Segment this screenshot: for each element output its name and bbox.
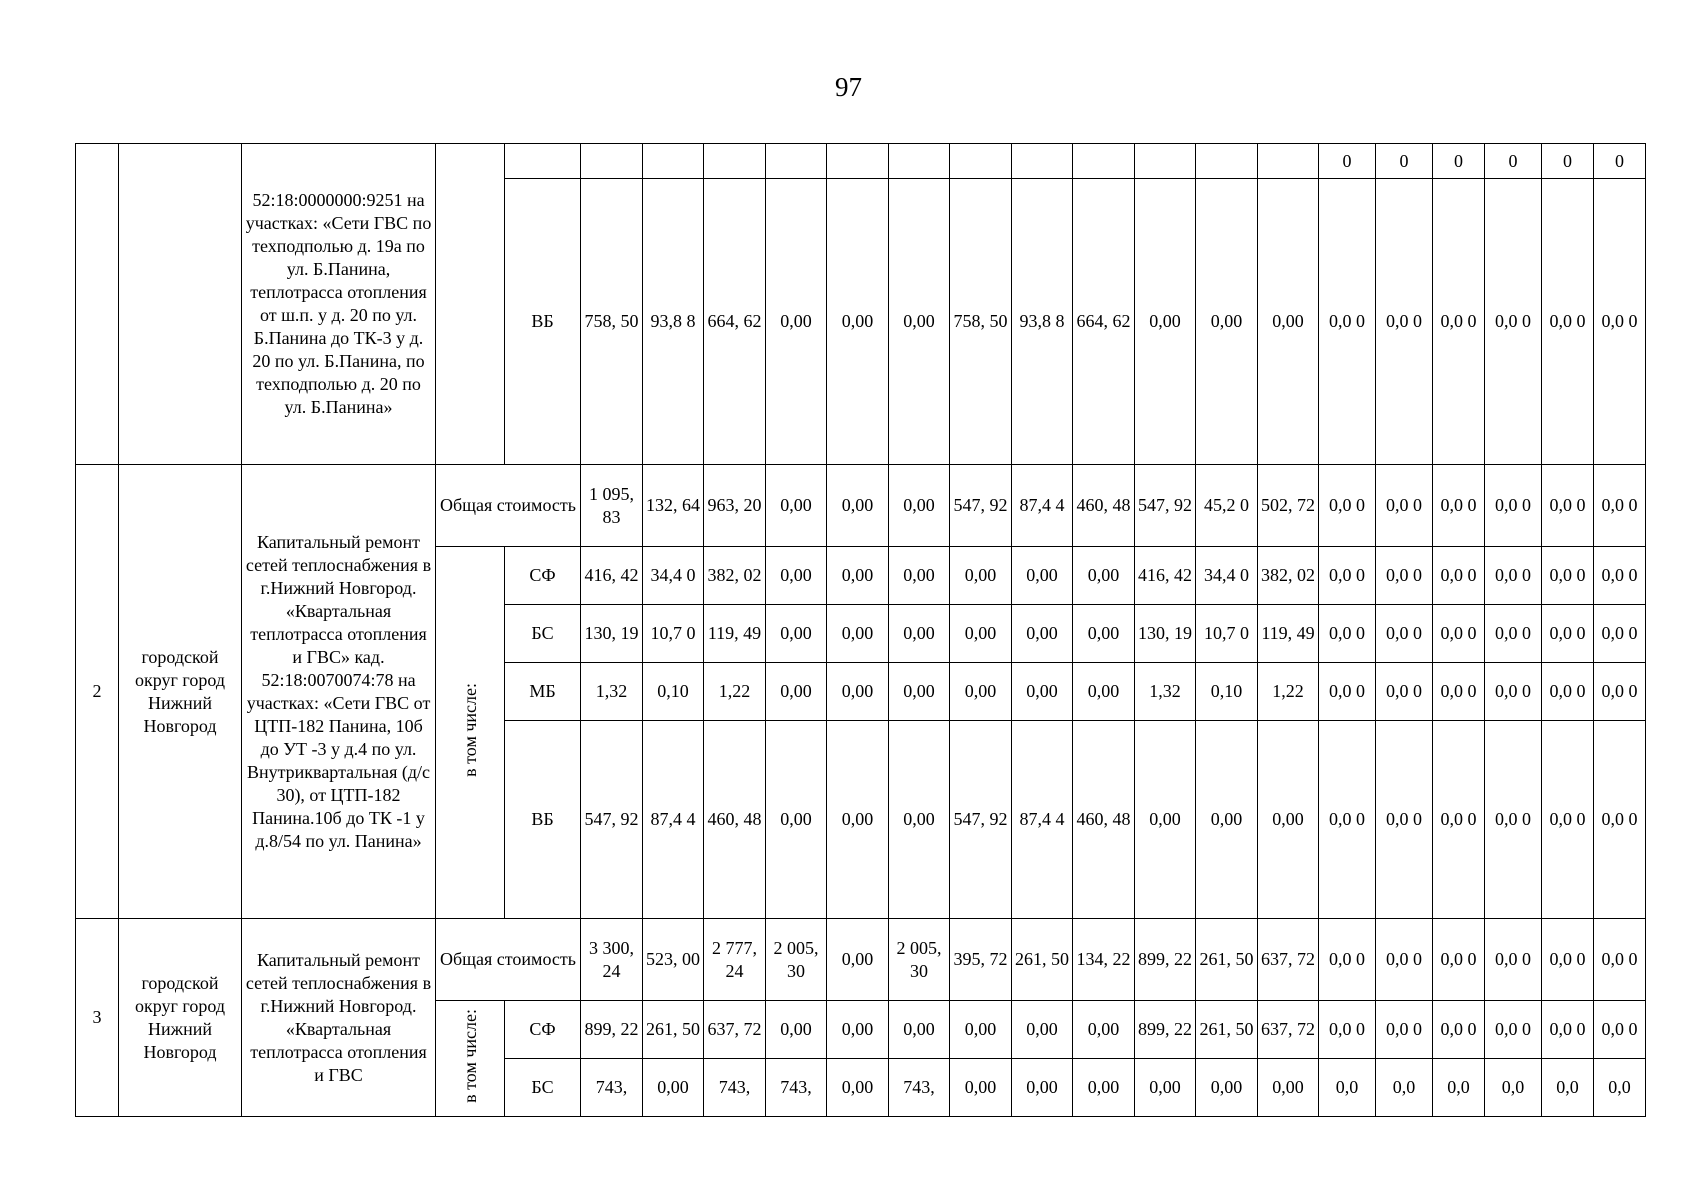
- value-cell: 547, 92: [581, 721, 643, 919]
- value-cell: 0,00: [827, 1059, 889, 1117]
- empty-cell: [1196, 144, 1258, 179]
- value-cell: 743,: [704, 1059, 766, 1117]
- source-label-cell: МБ: [505, 663, 581, 721]
- value-cell: 0,00: [1012, 1059, 1073, 1117]
- value-cell: 0,00: [889, 465, 950, 547]
- value-cell: 0,00: [827, 1001, 889, 1059]
- value-cell: 0,0 0: [1376, 1001, 1433, 1059]
- financing-table: [75, 143, 1646, 1117]
- empty-cell: [889, 144, 950, 179]
- value-cell: 87,4 4: [1012, 721, 1073, 919]
- value-cell: 0,0 0: [1542, 919, 1594, 1001]
- value-cell: 963, 20: [704, 465, 766, 547]
- value-cell: 0,0 0: [1376, 605, 1433, 663]
- value-cell: 0,0 0: [1319, 721, 1376, 919]
- value-cell: 0,00: [766, 547, 827, 605]
- value-cell: 0,0: [1542, 1059, 1594, 1117]
- value-cell: 0,0 0: [1485, 465, 1542, 547]
- value-cell: 416, 42: [1135, 547, 1196, 605]
- value-cell: 0,00: [1012, 547, 1073, 605]
- value-cell: 547, 92: [1135, 465, 1196, 547]
- value-cell: 0,0 0: [1433, 1001, 1485, 1059]
- value-cell: 0,0 0: [1376, 547, 1433, 605]
- value-cell: 0,00: [827, 605, 889, 663]
- total-cost-label: Общая стоимость: [436, 919, 581, 1001]
- value-cell: 0,00: [889, 547, 950, 605]
- value-cell: 0,00: [1135, 1059, 1196, 1117]
- value-cell: 1 095, 83: [581, 465, 643, 547]
- value-cell: 0,0 0: [1319, 465, 1376, 547]
- value-cell: 0,00: [1073, 547, 1135, 605]
- table-row-r3-total: [76, 919, 1646, 1001]
- value-cell: 0,00: [643, 1059, 704, 1117]
- value-cell: 2 005, 30: [766, 919, 827, 1001]
- value-cell: 0,0 0: [1319, 547, 1376, 605]
- value-cell: 261, 50: [1196, 919, 1258, 1001]
- value-cell: 0,00: [766, 721, 827, 919]
- value-cell: 523, 00: [643, 919, 704, 1001]
- value-cell: 0,00: [889, 179, 950, 465]
- empty-cell: [581, 144, 643, 179]
- empty-cell: [1012, 144, 1073, 179]
- value-cell: 0,0 0: [1319, 179, 1376, 465]
- value-cell: 0,00: [1135, 721, 1196, 919]
- value-cell: 0,0: [1319, 1059, 1376, 1117]
- value-cell: 0,00: [1012, 663, 1073, 721]
- value-cell: 119, 49: [704, 605, 766, 663]
- value-cell: 0,0 0: [1485, 721, 1542, 919]
- value-cell: 0,0 0: [1542, 1001, 1594, 1059]
- value-cell: 0,00: [1135, 179, 1196, 465]
- value-cell: 460, 48: [704, 721, 766, 919]
- value-cell: 0,00: [766, 465, 827, 547]
- value-cell: 45,2 0: [1196, 465, 1258, 547]
- value-cell: 0,0 0: [1433, 465, 1485, 547]
- value-cell: 0: [1433, 144, 1485, 179]
- value-cell: 0,0: [1433, 1059, 1485, 1117]
- value-cell: 0,0 0: [1542, 179, 1594, 465]
- value-cell: 0,0: [1485, 1059, 1542, 1117]
- value-cell: 0,0 0: [1319, 919, 1376, 1001]
- value-cell: 1,22: [1258, 663, 1319, 721]
- value-cell: 460, 48: [1073, 465, 1135, 547]
- value-cell: 0,0 0: [1542, 465, 1594, 547]
- value-cell: 0,00: [766, 1001, 827, 1059]
- value-cell: 132, 64: [643, 465, 704, 547]
- value-cell: 0,0 0: [1433, 663, 1485, 721]
- total-cost-label: Общая стоимость: [436, 465, 581, 547]
- value-cell: 0,00: [950, 663, 1012, 721]
- value-cell: 0,10: [643, 663, 704, 721]
- value-cell: 0,00: [1073, 1001, 1135, 1059]
- value-cell: 0,00: [950, 605, 1012, 663]
- value-cell: 0,00: [766, 605, 827, 663]
- value-cell: 261, 50: [1012, 919, 1073, 1001]
- value-cell: 34,4 0: [643, 547, 704, 605]
- value-cell: 0,0 0: [1594, 179, 1646, 465]
- value-cell: 87,4 4: [643, 721, 704, 919]
- municipality-cell: городской округ город Нижний Новгород: [119, 919, 242, 1117]
- value-cell: 0,0 0: [1376, 721, 1433, 919]
- value-cell: 0,0 0: [1485, 179, 1542, 465]
- value-cell: 0,00: [1196, 721, 1258, 919]
- item-number-cell: 2: [76, 465, 119, 919]
- item-number-cell: [76, 144, 119, 465]
- value-cell: 0,0: [1376, 1059, 1433, 1117]
- value-cell: 0,10: [1196, 663, 1258, 721]
- value-cell: 637, 72: [1258, 919, 1319, 1001]
- value-cell: 0,0 0: [1319, 1001, 1376, 1059]
- value-cell: 130, 19: [581, 605, 643, 663]
- value-cell: 758, 50: [950, 179, 1012, 465]
- value-cell: 0: [1542, 144, 1594, 179]
- value-cell: 547, 92: [950, 721, 1012, 919]
- value-cell: 664, 62: [704, 179, 766, 465]
- value-cell: 0,00: [889, 1001, 950, 1059]
- vertical-label: в том числе:: [459, 682, 480, 777]
- value-cell: 0,00: [827, 663, 889, 721]
- value-cell: 0: [1376, 144, 1433, 179]
- value-cell: 0,0 0: [1594, 919, 1646, 1001]
- empty-cell: [704, 144, 766, 179]
- value-cell: 0,0 0: [1542, 605, 1594, 663]
- value-cell: 382, 02: [704, 547, 766, 605]
- empty-cell: [1258, 144, 1319, 179]
- value-cell: 0,0 0: [1594, 547, 1646, 605]
- value-cell: 395, 72: [950, 919, 1012, 1001]
- value-cell: 93,8 8: [643, 179, 704, 465]
- value-cell: 0,0 0: [1485, 547, 1542, 605]
- value-cell: 0,00: [1196, 1059, 1258, 1117]
- including-label: [436, 1001, 505, 1117]
- value-cell: 899, 22: [1135, 919, 1196, 1001]
- item-number-cell: 3: [76, 919, 119, 1117]
- value-cell: 0,0 0: [1319, 663, 1376, 721]
- value-cell: 0,0 0: [1433, 605, 1485, 663]
- value-cell: 0,0 0: [1376, 663, 1433, 721]
- value-cell: 0,0 0: [1376, 919, 1433, 1001]
- value-cell: 0,0 0: [1542, 547, 1594, 605]
- value-cell: 134, 22: [1073, 919, 1135, 1001]
- municipality-cell: городской округ город Нижний Новгород: [119, 465, 242, 919]
- source-label-cell: СФ: [505, 547, 581, 605]
- value-cell: 382, 02: [1258, 547, 1319, 605]
- including-label: [436, 547, 505, 919]
- value-cell: 261, 50: [1196, 1001, 1258, 1059]
- page-number: 97: [835, 72, 862, 102]
- value-cell: 0,0 0: [1594, 465, 1646, 547]
- value-cell: 0,0 0: [1433, 721, 1485, 919]
- value-cell: 547, 92: [950, 465, 1012, 547]
- value-cell: 34,4 0: [1196, 547, 1258, 605]
- value-cell: 664, 62: [1073, 179, 1135, 465]
- funding-group-cell: [436, 144, 505, 465]
- value-cell: 0,0 0: [1376, 179, 1433, 465]
- empty-cell: [950, 144, 1012, 179]
- object-description-cell: Капитальный ремонт сетей теплоснабжения в г.Нижний Новгород. «Квартальная теплотрасса отопления и ГВС: [242, 919, 436, 1117]
- value-cell: 0,0 0: [1485, 663, 1542, 721]
- value-cell: 758, 50: [581, 179, 643, 465]
- value-cell: 0: [1485, 144, 1542, 179]
- value-cell: 0,00: [1073, 1059, 1135, 1117]
- value-cell: 0,00: [827, 721, 889, 919]
- value-cell: 502, 72: [1258, 465, 1319, 547]
- value-cell: 0,0 0: [1594, 663, 1646, 721]
- value-cell: 2 005, 30: [889, 919, 950, 1001]
- vertical-label: в том числе:: [459, 1008, 480, 1103]
- value-cell: 0,00: [1012, 605, 1073, 663]
- value-cell: 0,00: [827, 179, 889, 465]
- value-cell: 637, 72: [1258, 1001, 1319, 1059]
- value-cell: 0: [1319, 144, 1376, 179]
- value-cell: 0,0 0: [1433, 919, 1485, 1001]
- value-cell: 0,00: [827, 919, 889, 1001]
- value-cell: 0,00: [1012, 1001, 1073, 1059]
- value-cell: 0,0 0: [1594, 1001, 1646, 1059]
- value-cell: 10,7 0: [1196, 605, 1258, 663]
- value-cell: 1,32: [581, 663, 643, 721]
- value-cell: 899, 22: [581, 1001, 643, 1059]
- value-cell: 743,: [889, 1059, 950, 1117]
- value-cell: 0,00: [889, 663, 950, 721]
- source-label-cell: БС: [505, 605, 581, 663]
- municipality-cell: [119, 144, 242, 465]
- value-cell: 130, 19: [1135, 605, 1196, 663]
- source-label-cell: БС: [505, 1059, 581, 1117]
- value-cell: 87,4 4: [1012, 465, 1073, 547]
- value-cell: 899, 22: [1135, 1001, 1196, 1059]
- value-cell: 0,0 0: [1594, 605, 1646, 663]
- source-label-cell: ВБ: [505, 721, 581, 919]
- value-cell: 0,0 0: [1542, 663, 1594, 721]
- source-label-cell: СФ: [505, 1001, 581, 1059]
- value-cell: 10,7 0: [643, 605, 704, 663]
- value-cell: 0,00: [1196, 179, 1258, 465]
- value-cell: 416, 42: [581, 547, 643, 605]
- value-cell: 1,32: [1135, 663, 1196, 721]
- empty-cell: [827, 144, 889, 179]
- value-cell: 0,00: [827, 547, 889, 605]
- value-cell: 0,00: [1258, 179, 1319, 465]
- value-cell: 0,00: [766, 663, 827, 721]
- value-cell: 0,00: [1073, 605, 1135, 663]
- value-cell: 0: [1594, 144, 1646, 179]
- value-cell: 0,0: [1594, 1059, 1646, 1117]
- value-cell: 0,0 0: [1485, 605, 1542, 663]
- value-cell: 0,00: [950, 547, 1012, 605]
- value-cell: 0,00: [1258, 721, 1319, 919]
- empty-cell: [766, 144, 827, 179]
- value-cell: 743,: [581, 1059, 643, 1117]
- value-cell: 0,0 0: [1319, 605, 1376, 663]
- value-cell: 743,: [766, 1059, 827, 1117]
- value-cell: 2 777, 24: [704, 919, 766, 1001]
- value-cell: 1,22: [704, 663, 766, 721]
- table-row-r1-head: [76, 144, 1646, 179]
- value-cell: 0,0 0: [1433, 547, 1485, 605]
- value-cell: 261, 50: [643, 1001, 704, 1059]
- value-cell: 93,8 8: [1012, 179, 1073, 465]
- value-cell: 0,00: [1258, 1059, 1319, 1117]
- value-cell: 0,00: [950, 1001, 1012, 1059]
- value-cell: 0,0 0: [1485, 1001, 1542, 1059]
- value-cell: 0,0 0: [1485, 919, 1542, 1001]
- empty-cell: [1073, 144, 1135, 179]
- value-cell: 0,0 0: [1433, 179, 1485, 465]
- source-label-cell: ВБ: [505, 179, 581, 465]
- value-cell: 0,00: [889, 721, 950, 919]
- value-cell: 0,00: [950, 1059, 1012, 1117]
- value-cell: 0,00: [766, 179, 827, 465]
- value-cell: 637, 72: [704, 1001, 766, 1059]
- value-cell: 0,0 0: [1376, 465, 1433, 547]
- value-cell: 119, 49: [1258, 605, 1319, 663]
- object-description-cell: Капитальный ремонт сетей теплоснабжения в г.Нижний Новгород. «Квартальная теплотрасса отопления и ГВС» кад. 52:18:0070074:78 на участках: «Сети ГВС от ЦТП-182 Панина, 10б до УТ -3 у д.4 по ул. Внутриквартальная (д/с 30), от ЦТП-182 Панина.10б до ТК -1 у д.8/54 по ул. Панина»: [242, 465, 436, 919]
- value-cell: 460, 48: [1073, 721, 1135, 919]
- empty-cell: [505, 144, 581, 179]
- value-cell: 3 300, 24: [581, 919, 643, 1001]
- value-cell: 0,0 0: [1594, 721, 1646, 919]
- value-cell: 0,00: [889, 605, 950, 663]
- table-row-r2-total: [76, 465, 1646, 547]
- value-cell: 0,00: [1073, 663, 1135, 721]
- object-description-cell: 52:18:0000000:9251 на участках: «Сети ГВС по техподполью д. 19а по ул. Б.Панина, теплотрасса отопления от ш.п. у д. 20 по ул. Б.Панина до ТК-3 у д. 20 по ул. Б.Панина, по техподполью д. 20 по ул. Б.Панина»: [242, 144, 436, 465]
- value-cell: 0,00: [827, 465, 889, 547]
- value-cell: 0,0 0: [1542, 721, 1594, 919]
- empty-cell: [1135, 144, 1196, 179]
- empty-cell: [643, 144, 704, 179]
